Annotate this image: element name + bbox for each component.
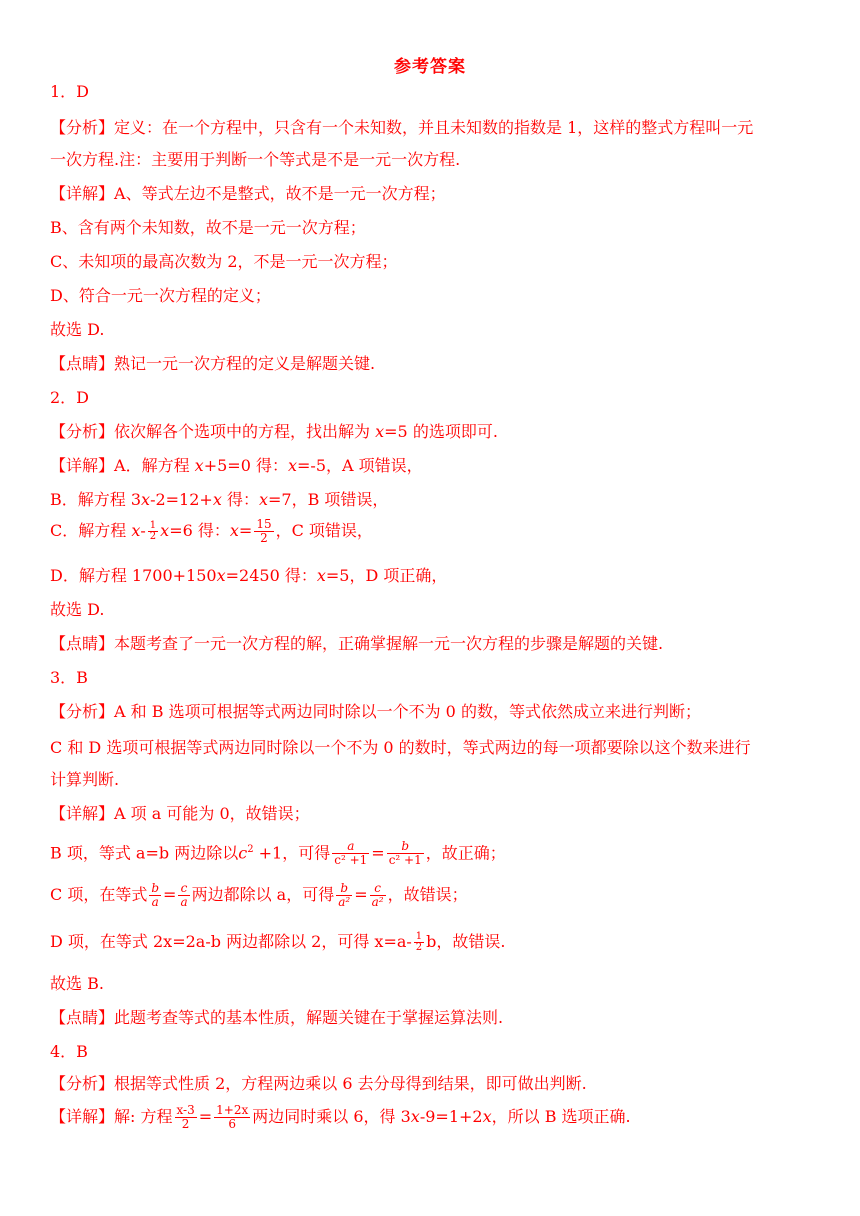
q2-detail-b: B．解方程 3x-2=12+x 得：x=7，B 项错误，	[50, 490, 389, 509]
fraction: $\frac{c}{\text{a²}}$	[371, 881, 384, 909]
q1-number: 1．D	[50, 82, 90, 101]
q3-detail-c: C 项，在等式 $\frac{b}{a}$ = $\frac{c}{a}$ 两边都除以 a，可得 $\frac{b}{\text{a²}}$ = $\frac{c}{\text{a²}}$ ，故错误；	[50, 881, 468, 909]
q3-choose: 故选 B.	[50, 974, 104, 993]
q1-detail-a: 【详解】A、等式左边不是整式，故不是一元一次方程；	[50, 184, 446, 203]
fraction: $\frac{1}{2}$	[415, 931, 423, 953]
q1-analysis-line1: 【分析】定义：在一个方程中，只含有一个未知数，并且未知数的指数是 1，这样的整式方程叫一元	[50, 118, 754, 137]
fraction: $\frac{x-3}{2}$	[176, 1103, 195, 1131]
q1-detail-b: B、含有两个未知数，故不是一元一次方程；	[50, 218, 366, 237]
q1-analysis-line2: 一次方程.注：主要用于判断一个等式是不是一元一次方程.	[50, 150, 461, 169]
fraction: $\frac{c}{a}$	[180, 881, 188, 909]
q1-detail-d: D、符合一元一次方程的定义；	[50, 286, 271, 305]
q3-analysis-line3: 计算判断.	[50, 770, 120, 789]
fraction: $\frac{1}{2}$	[149, 520, 157, 542]
q3-analysis-line2: C 和 D 选项可根据等式两边同时除以一个不为 0 的数时，等式两边的每一项都要除以这个数来进行	[50, 738, 751, 757]
analysis-tag: 【分析】	[50, 118, 115, 137]
fraction: $\frac{b}{\text{a²}}$	[338, 881, 351, 909]
q2-detail-c: C．解方程 x- $\frac{1}{2}$ x=6 得：x= $\frac{15}{2}$ ，C 项错误，	[50, 517, 373, 545]
q1-comment: 【点睛】熟记一元一次方程的定义是解题关键.	[50, 354, 376, 373]
comment-tag: 【点睛】	[50, 354, 115, 373]
q3-comment: 【点睛】此题考查等式的基本性质，解题关键在于掌握运算法则.	[50, 1008, 504, 1027]
q3-analysis-line1: 【分析】A 和 B 选项可根据等式两边同时除以一个不为 0 的数，等式依然成立来进行判断；	[50, 702, 701, 721]
q2-detail-d: D．解方程 1700+150x=2450 得：x=5，D 项正确，	[50, 566, 448, 585]
fraction: $\frac{1+2x}{6}$	[216, 1103, 249, 1131]
q4-number: 4．B	[50, 1042, 88, 1061]
fraction: $\frac{b}{\text{c² +1}}$	[388, 839, 422, 868]
fraction: $\frac{a}{\text{c² +1}}$	[334, 839, 368, 868]
fraction: $\frac{b}{a}$	[151, 881, 160, 909]
q2-number: 2．D	[50, 388, 90, 407]
q4-detail: 【详解】解: 方程 $\frac{x-3}{2}$ = $\frac{1+2x}{6}$ 两边同时乘以 6，得 3x-9=1+2x，所以 B 选项正确.	[50, 1103, 631, 1131]
q2-detail-a: 【详解】A．解方程 x+5=0 得：x=-5，A 项错误，	[50, 456, 423, 475]
q3-detail-a: 【详解】A 项 a 可能为 0，故错误；	[50, 804, 310, 823]
q2-comment: 【点睛】本题考查了一元一次方程的解，正确掌握解一元一次方程的步骤是解题的关键.	[50, 634, 664, 653]
q1-detail-c: C、未知项的最高次数为 2，不是一元一次方程；	[50, 252, 398, 271]
detail-tag: 【详解】	[50, 184, 115, 203]
q3-detail-d: D 项，在等式 2x=2a-b 两边都除以 2，可得 x=a- $\frac{1}{2}$ b，故错误.	[50, 931, 506, 953]
q1-choose: 故选 D.	[50, 320, 105, 339]
page-title: 参考答案	[394, 57, 466, 77]
q3-detail-b: B 项，等式 a=b 两边除以$c^2 +1$，可得 $\frac{a}{\text{c² +1}}$ = $\frac{b}{\text{c² +1}}$ ，故正确；	[50, 839, 506, 868]
q4-analysis: 【分析】根据等式性质 2，方程两边乘以 6 去分母得到结果，即可做出判断.	[50, 1074, 587, 1093]
fraction: $\frac{15}{2}$	[256, 517, 272, 545]
q3-number: 3．B	[50, 668, 88, 687]
q2-analysis: 【分析】依次解各个选项中的方程，找出解为 x=5 的选项即可.	[50, 422, 498, 441]
q2-choose: 故选 D.	[50, 600, 105, 619]
